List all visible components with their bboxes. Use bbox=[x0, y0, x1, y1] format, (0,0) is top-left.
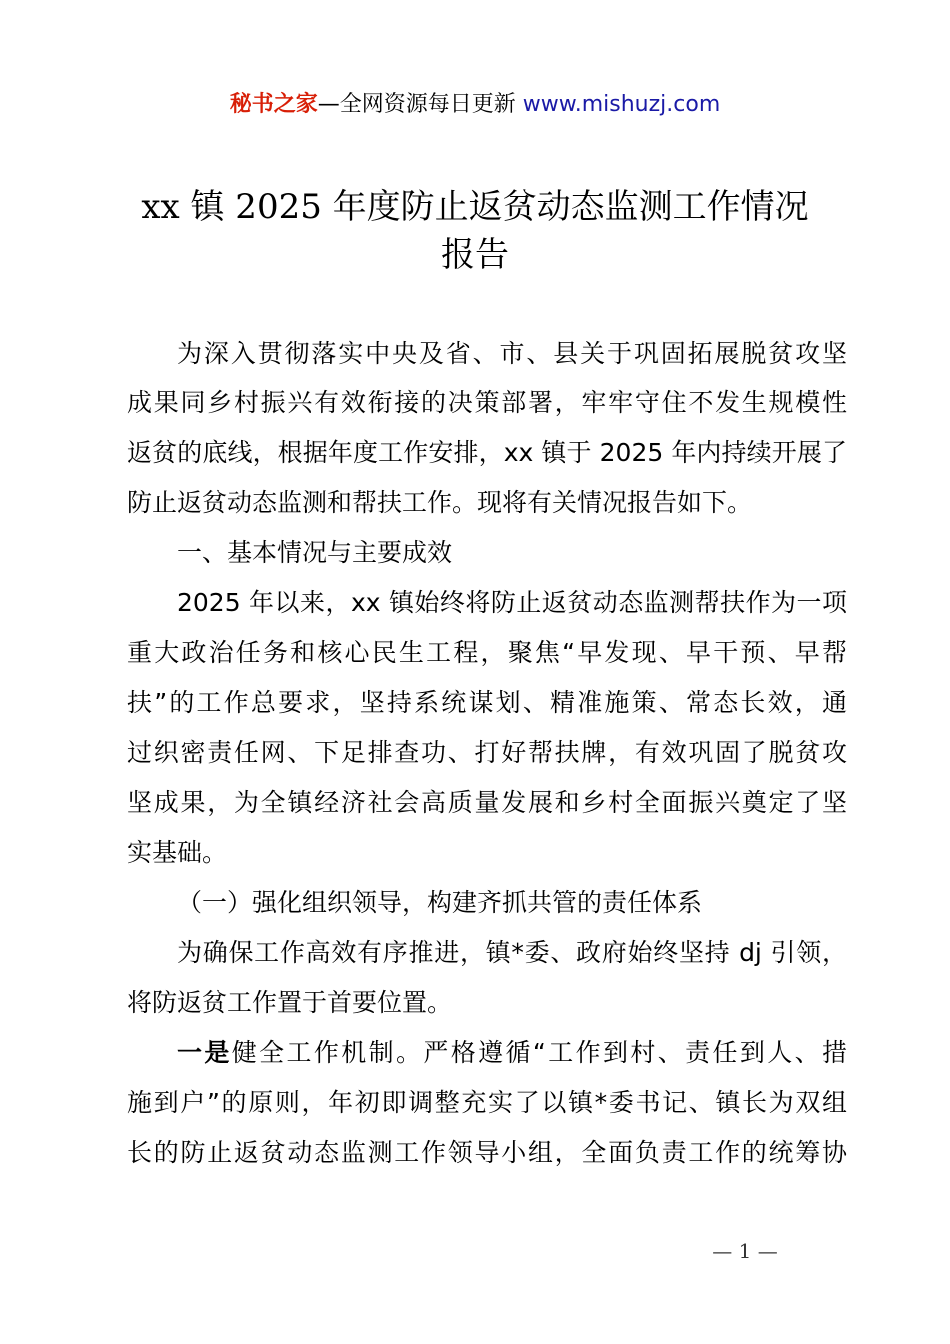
site-url-link[interactable]: www.mishuzj.com bbox=[522, 92, 721, 117]
paragraph-line: 实基础。 bbox=[127, 838, 228, 867]
paragraph-line-text: 健全工作机制。严格遵循“工作到村、责任到人、措 bbox=[231, 1038, 847, 1067]
paragraph-line: 扶”的工作总要求，坚持系统谋划、精准施策、常态长效，通 bbox=[127, 688, 847, 717]
subsection-heading: （一）强化组织领导，构建齐抓共管的责任体系 bbox=[177, 888, 703, 917]
paragraph-line: 2025 年以来，xx 镇始终将防止返贫动态监测帮扶作为一项 bbox=[177, 588, 847, 617]
paragraph-line: 坚成果，为全镇经济社会高质量发展和乡村全面振兴奠定了坚 bbox=[127, 788, 847, 817]
paragraph-line bbox=[177, 1035, 847, 1071]
paragraph-line: 为确保工作高效有序推进，镇*委、政府始终坚持 dj 引领， bbox=[177, 938, 847, 967]
paragraph-line: 将防返贫工作置于首要位置。 bbox=[127, 988, 453, 1017]
document-title-line-2: 报告 bbox=[441, 235, 509, 275]
paragraph-line: 长的防止返贫动态监测工作领导小组，全面负责工作的统筹协 bbox=[127, 1138, 847, 1167]
header-tagline: —全网资源每日更新 bbox=[317, 92, 523, 117]
paragraph-line: 为深入贯彻落实中央及省、市、县关于巩固拓展脱贫攻坚 bbox=[177, 339, 847, 368]
page-number: — 1 — bbox=[712, 1239, 778, 1263]
paragraph-line: 施到户”的原则，年初即调整充实了以镇*委书记、镇长为双组 bbox=[127, 1088, 847, 1117]
document-title-line-1: xx 镇 2025 年度防止返贫动态监测工作情况 bbox=[141, 187, 809, 227]
paragraph-line: 过织密责任网、下足排查功、打好帮扶牌，有效巩固了脱贫攻 bbox=[127, 738, 847, 767]
paragraph-line: 重大政治任务和核心民生工程，聚焦“早发现、早干预、早帮 bbox=[127, 638, 847, 667]
paragraph-line: 防止返贫动态监测和帮扶工作。现将有关情况报告如下。 bbox=[127, 488, 753, 517]
paragraph-line: 成果同乡村振兴有效衔接的决策部署，牢牢守住不发生规模性 bbox=[127, 388, 847, 417]
section-heading: 一、基本情况与主要成效 bbox=[177, 538, 453, 567]
site-header bbox=[0, 88, 950, 122]
paragraph-line: 返贫的底线，根据年度工作安排，xx 镇于 2025 年内持续开展了 bbox=[127, 438, 847, 467]
lead-bold-text: 一是 bbox=[177, 1038, 232, 1067]
brand-name: 秘书之家 bbox=[229, 92, 318, 117]
